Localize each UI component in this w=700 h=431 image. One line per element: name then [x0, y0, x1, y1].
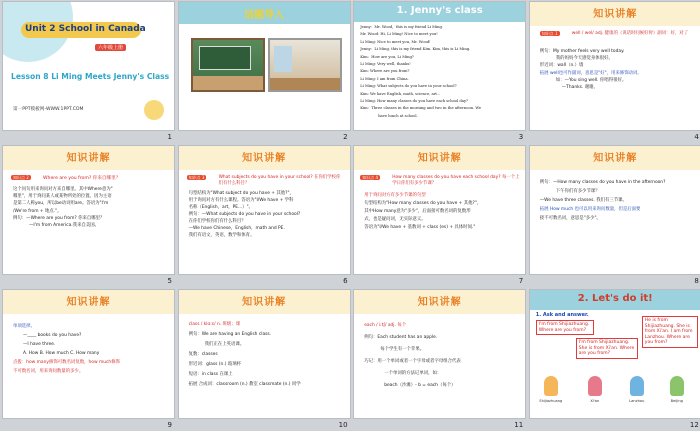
grade-badge: 六年级上册 [95, 44, 126, 51]
slide-title: 知识讲解 [593, 153, 638, 164]
slide-title: 1. Jenny's class [396, 5, 483, 16]
slide-thumb-9[interactable] [3, 290, 174, 429]
speech-bubble-1: I'm from Shijiazhuang. Where are you from? [536, 320, 594, 335]
slide-number: 12 [689, 421, 699, 429]
body-line: —I have three. [23, 342, 56, 347]
slide-canvas [3, 290, 174, 418]
body-line: 每个学生有一个苹果。 [380, 347, 425, 352]
body-line: 句型结构为"How many classes do you have + 其他?"， [364, 201, 482, 206]
slide-number: 3 [518, 133, 524, 141]
slide-body [364, 192, 519, 232]
body-line: 例句：—What subjects do you have in your school? [188, 212, 301, 217]
slide-thumb-6[interactable] [179, 146, 350, 285]
point-heading: What subjects do you have in your school? 在你们学校你们有什么科目？ [218, 175, 341, 186]
body-line: 例句：We are having an English class. [188, 332, 272, 337]
body-line: —I'm from America.我来自美国。 [29, 223, 100, 229]
dialogue-line: Kim: We have English, math, science, art... [360, 91, 441, 96]
dialogue-line: Li Ming: Nice to meet you, Mr. Wood! [360, 39, 431, 44]
body-line: 拓展 合成词：classroom (n.) 教室 classmate (n.) 同学 [188, 382, 301, 387]
body-line: —Thanks. 谢谢。 [561, 85, 598, 91]
slide-canvas [354, 146, 525, 274]
slide-title: 知识讲解 [417, 297, 462, 308]
slide-canvas [179, 146, 350, 274]
student-figure [670, 376, 684, 396]
place-label: Beijing [670, 399, 683, 403]
body-line: 答语为"I/We have + 基数词 + class (es) + 具体时间." [364, 225, 476, 230]
decor-dot [144, 100, 164, 120]
body-line: 下午你们有多少节课？ [555, 189, 600, 194]
slide-title: 知识讲解 [66, 153, 111, 164]
body-line: 用于询问对方有多少节课的句型 [364, 193, 426, 198]
place-label: Lanzhou [629, 399, 645, 403]
slide-thumb-10[interactable] [179, 290, 350, 429]
slide-canvas [354, 2, 525, 130]
body-line: 是第二人称you，所以be动词用are。答语为"I'm [13, 201, 109, 207]
blackboard-image [199, 46, 251, 70]
lesson-title: Lesson 8 Li Ming Meets Jenny's Class [11, 72, 170, 81]
body-line: 短语：in class 在课上 [188, 372, 233, 377]
body-line: 我们正在上英语课。 [204, 342, 245, 347]
body-line: 单项选择。 [13, 324, 35, 329]
body-line: 拓展 well也可作副词，意思是"好"，用来修饰动词。 [539, 70, 642, 76]
place-label: Xi'an [590, 399, 600, 403]
point-heading: Where are you from? 你来自哪里？ [43, 176, 121, 181]
slide-number: 2 [343, 133, 348, 141]
slide-canvas [3, 146, 174, 274]
slide-canvas [354, 290, 525, 418]
dialogue-line: Kim：Three classes in the morning and two in the afternoon. We [360, 106, 482, 111]
slide-body [13, 186, 168, 229]
point-heading: How many classes do you have each school day? 每一个上学日你们有多少节课？ [392, 175, 520, 186]
knowledge-badge: 知识点 1 [541, 31, 558, 36]
slide-title: 知识讲解 [417, 153, 462, 164]
body-line: 我们有语文，英语，数学和体育。 [188, 233, 255, 238]
slide-thumb-11[interactable] [354, 290, 525, 429]
body-line: each / iːtʃ/ adj. 每个 [364, 323, 407, 328]
window-image [274, 46, 292, 72]
slide-title: 知识讲解 [593, 9, 638, 20]
slide-thumb-4[interactable] [530, 2, 700, 141]
dialogue-text [360, 24, 520, 120]
slide-number: 11 [514, 421, 524, 429]
body-line: 拓展 How much 也可以用来询问数量，但是后面要 [539, 207, 641, 212]
slide-canvas [179, 290, 350, 418]
dialogue-line: Jenny：Li Ming, this is my friend Kim. Kim, this is Li Ming. [360, 47, 471, 52]
slide-canvas [179, 2, 350, 130]
knowledge-badge: 知识点 4 [362, 175, 379, 180]
body-line: 巧记：用一个单词或者一个字母或者字母组合代表 [364, 359, 461, 364]
slide-number: 10 [338, 421, 348, 429]
slide-number: 5 [167, 277, 172, 285]
student-figure [588, 376, 602, 396]
dialogue-line: Kim: Where are you from? [360, 69, 410, 74]
dialogue-line: Li Ming: I am from China. [360, 76, 409, 81]
knowledge-badge: 知识点 3 [188, 175, 205, 180]
body-line: 在你们学校你们有什么科目？ [188, 219, 246, 224]
exercise-heading: 1. Ask and answer. [535, 312, 589, 318]
slide-canvas [530, 290, 700, 418]
body-line: —____ books do you have? [23, 333, 82, 338]
body-line: 其中How many意为"多少"，后面接可数名词的复数形 [364, 209, 471, 214]
place-label: Shijiazhuang [539, 399, 563, 403]
slide-title: 知识讲解 [66, 297, 111, 308]
slide-thumb-7[interactable] [354, 146, 525, 285]
classroom-photo-1 [191, 38, 265, 92]
body-line: —We have three classes. 我们有三节课。 [539, 198, 627, 203]
knowledge-badge: 知识点 2 [13, 175, 29, 180]
body-line: 这个问句用来询问对方来自哪里。其中Where意为" [13, 187, 113, 192]
body-line: 用于询问对方有什么课程。答语为"I/We have + 学科 [188, 198, 294, 203]
body-line: 例句：My mother feels very well today. [539, 49, 625, 54]
body-line: 例句：—Where are you from? 你来自哪里？ [13, 215, 105, 221]
speech-bubble-2: I'm from Shijiazhuang. She is from Xi'an. Where are you from? [576, 338, 638, 359]
slide-body [540, 48, 695, 91]
slide-thumb-2[interactable] [179, 2, 350, 141]
body-line: 式，也是疑问词，无实际意义。 [364, 217, 426, 222]
body-line: 例句：Each student has an apple. [364, 335, 438, 340]
slide-body [540, 178, 695, 223]
body-line: —We have Chinese，English，math and PE. [188, 226, 285, 231]
slide-canvas [530, 146, 700, 274]
body-line: 复数：classes [188, 352, 218, 357]
body-line: 形近词：glass (n.) 玻璃杯 [188, 362, 241, 367]
dialogue-line: Li Ming: What subjects do you have in your school? [360, 84, 457, 89]
slide-title: 知识讲解 [242, 153, 287, 164]
slide-number: 1 [167, 133, 172, 141]
dialogue-line: Kim：How are you, Li Ming? [360, 54, 414, 59]
dialogue-line: Li Ming: Very well, thanks! [360, 62, 411, 67]
slide-body [364, 320, 519, 392]
body-line: A. How B. How much C. How many [23, 351, 100, 356]
body-line: 接不可数名词，意思是"多少"。 [539, 216, 601, 221]
slide-title: 知识讲解 [242, 297, 287, 308]
slide-canvas [530, 2, 700, 130]
slide-number: 7 [518, 277, 524, 285]
slide-thumb-12[interactable] [530, 290, 700, 429]
dialogue-line: Jenny：Mr. Wood，this is my friend Li Ming. [360, 25, 444, 29]
slide-thumb-1[interactable] [3, 2, 174, 141]
desk-image [193, 76, 263, 90]
footer-text: 第一PPT模板网-WWW.1PPT.COM [13, 107, 84, 112]
slide-body [189, 320, 344, 390]
body-line: 名称（English，art，PE...）"。 [188, 205, 254, 210]
slide-number: 8 [694, 277, 699, 285]
classroom-photo-2 [268, 38, 342, 92]
slide-number: 9 [167, 421, 172, 429]
slide-body [189, 190, 344, 239]
slide-grid [3, 2, 697, 429]
body-line: 不可数名词，用来询问数量的多少。 [13, 369, 84, 374]
body-line: 一个单词的方法记单词，如： [384, 371, 442, 376]
slide-thumb-3[interactable] [354, 2, 525, 141]
body-line: /We're from + 地点."。 [13, 208, 62, 214]
student-figure [544, 376, 558, 396]
point-heading: well / wel/ adj. 健康的（说话时问候好时）副词：好，对了 [571, 31, 689, 36]
body-line: 点拨：how many修饰可数名词复数，how much修饰 [13, 360, 120, 365]
deck-title: Unit 2 School in Canada [25, 24, 146, 34]
slide-thumb-8[interactable] [530, 146, 700, 285]
body-line: 我的妈妈今天感觉身体很好。 [555, 56, 613, 62]
slide-thumb-5[interactable] [3, 146, 174, 285]
slide-title: 2. Let's do it! [577, 293, 653, 304]
desk-image [270, 78, 340, 90]
body-line: 哪里"，用于询问某人或某物所处的位置。因为主语 [13, 194, 112, 200]
body-line: beach（沙滩）- b = each（每个） [384, 383, 456, 388]
body-line: 如：—You sing well. 你唱得很好。 [555, 77, 627, 83]
dialogue-line: have lunch at school. [378, 113, 418, 118]
body-line: 形近词：wall（n.）墙 [539, 63, 584, 69]
slide-canvas [3, 2, 174, 130]
body-line: class / klɑːs/ n. 班级；课 [188, 322, 241, 327]
dialogue-line: Mr. Wood: Hi, Li Ming! Nice to meet you! [360, 32, 438, 37]
slide-body [13, 322, 168, 376]
slide-number: 6 [343, 277, 348, 285]
body-line: 句型结构为"What subject do you have + 其他?"， [188, 191, 294, 196]
student-figure [630, 376, 644, 396]
body-line: 例句：—How many classes do you have in the afternoon? [539, 180, 666, 185]
dialogue-line: Li Ming: How many classes do you have each school day? [360, 99, 469, 104]
slide-number: 4 [694, 133, 699, 141]
speech-bubble-3: He is from Shijiazhuang. She is from Xi'an. I am from Lanzhou. Where are you from? [642, 316, 698, 348]
slide-title: 话题导入 [244, 10, 285, 21]
